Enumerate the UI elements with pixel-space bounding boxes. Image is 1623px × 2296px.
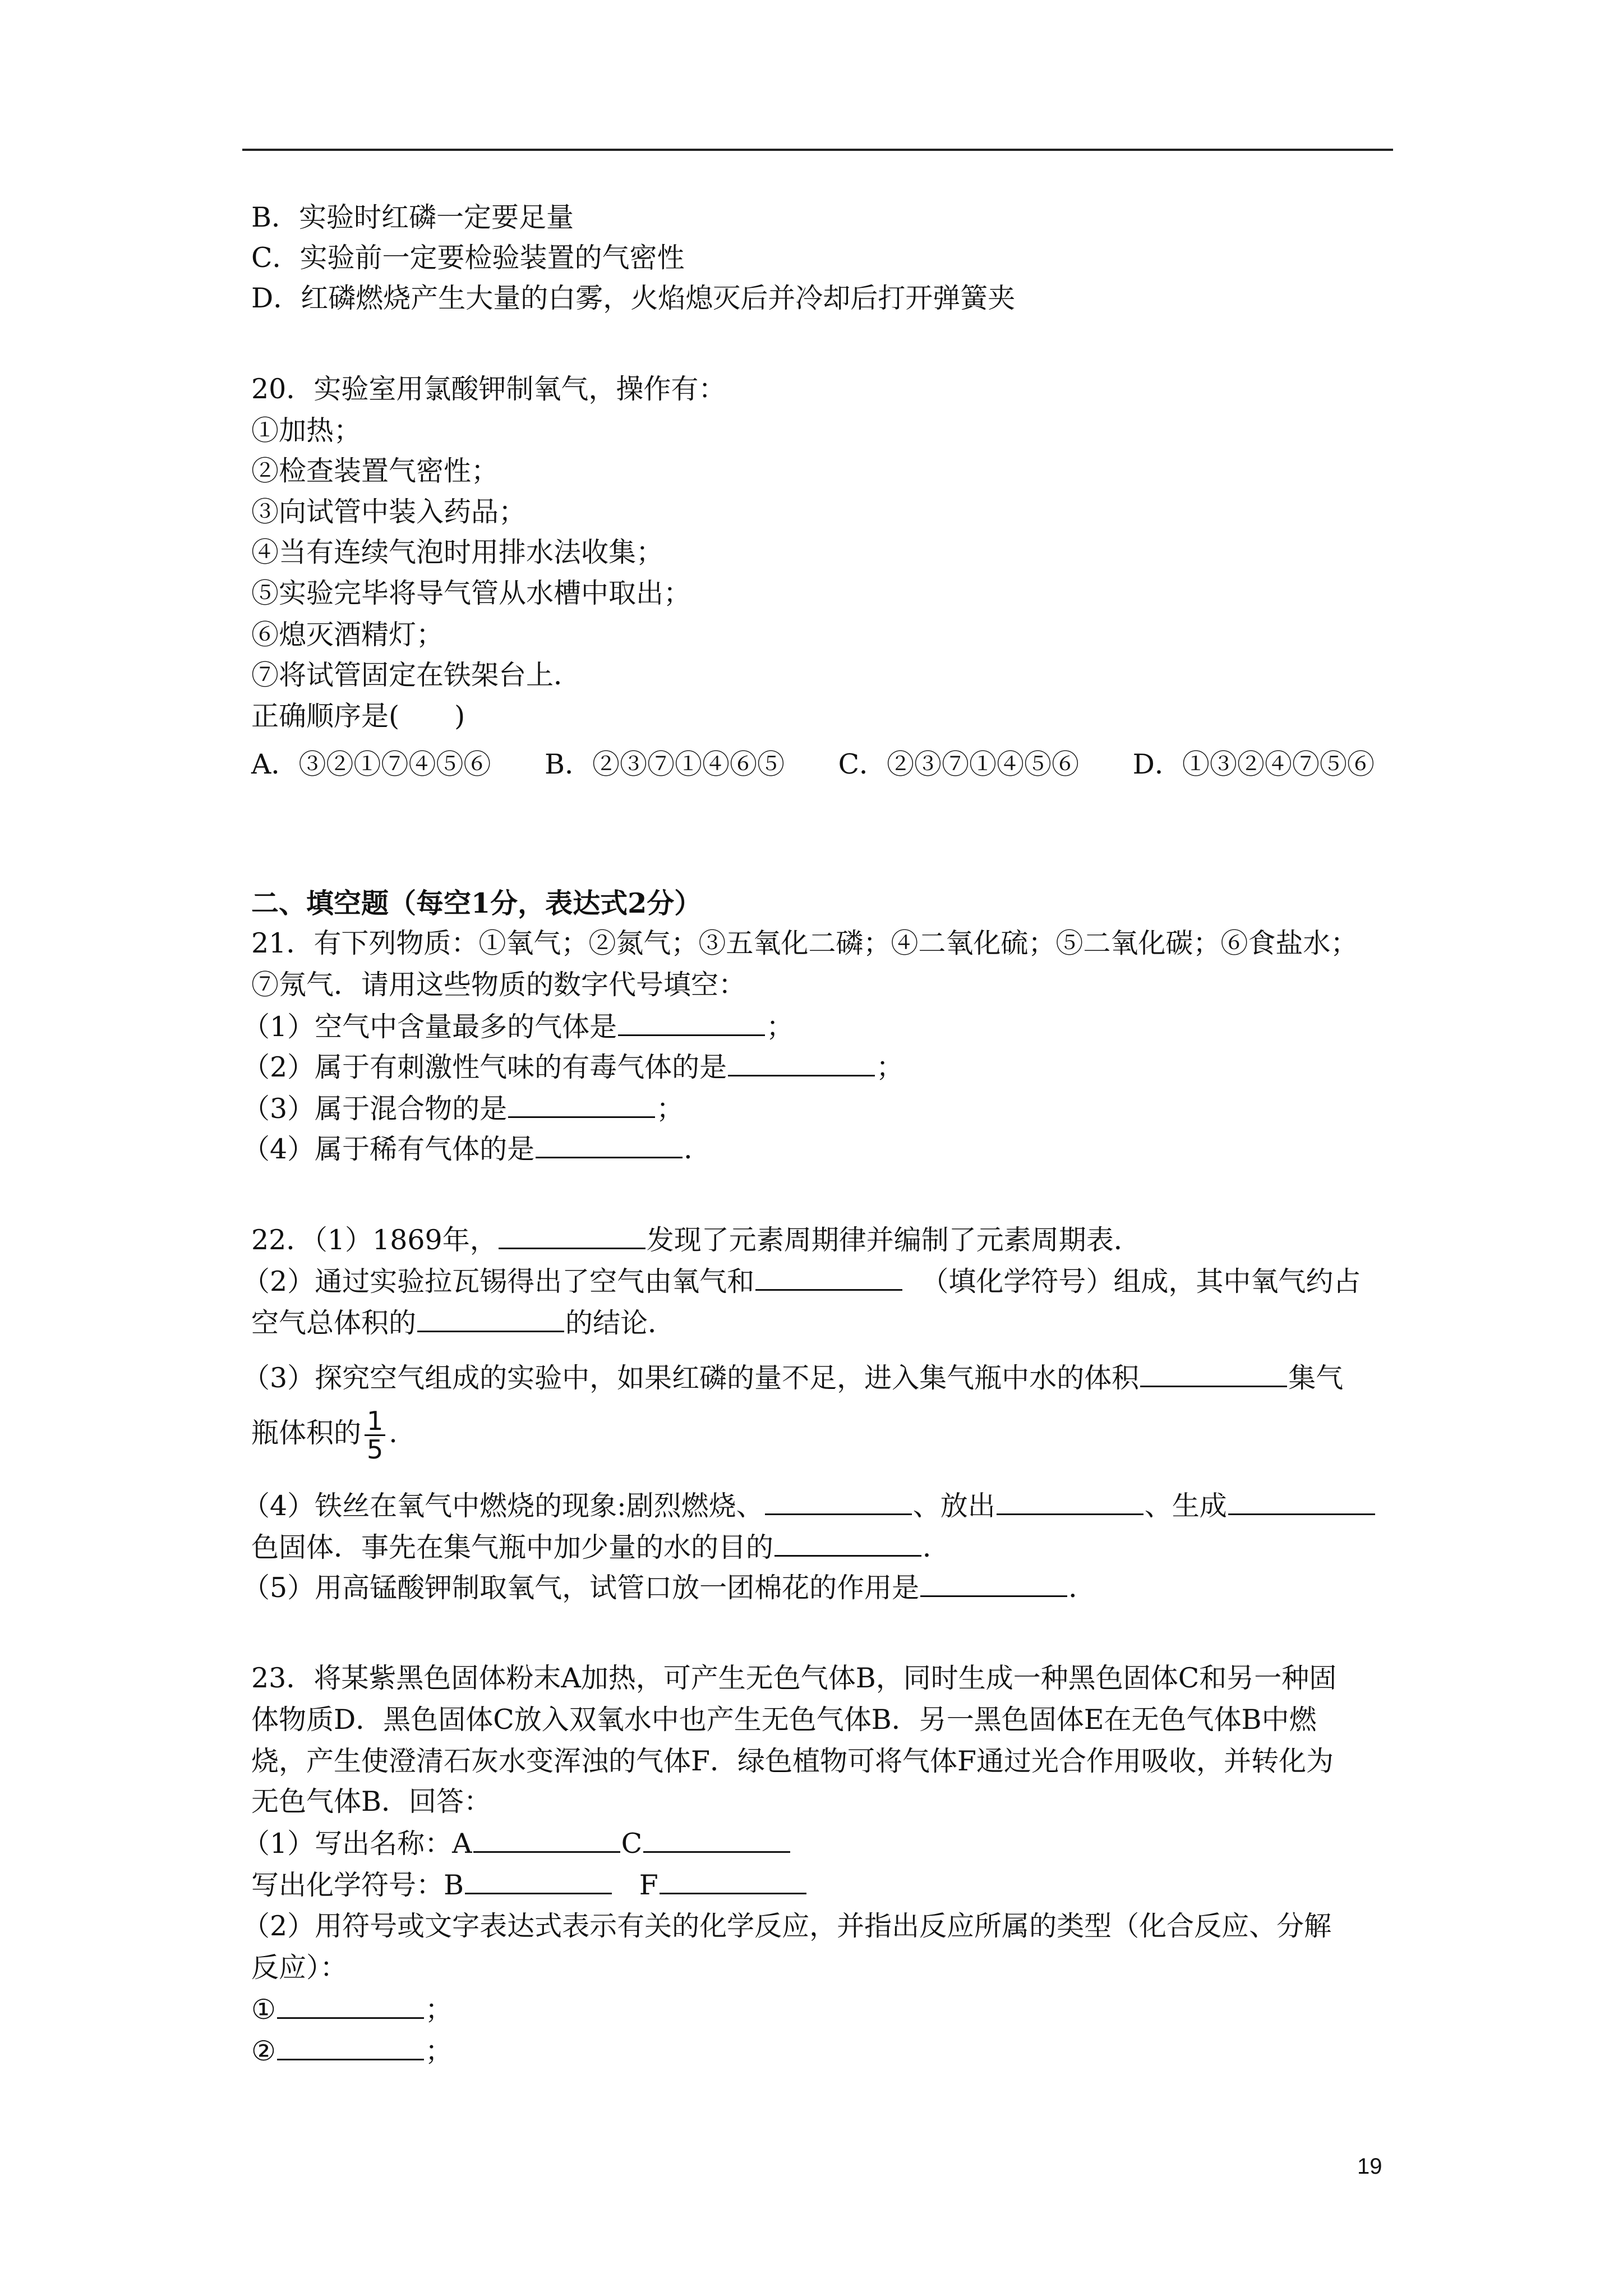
q20-step-4: ④当有连续气泡时用排水法收集； bbox=[251, 536, 664, 568]
q22-line-3 bbox=[251, 1306, 675, 1340]
q20-stem: 20．实验室用氯酸钾制氧气，操作有： bbox=[251, 373, 726, 405]
answer-blank[interactable] bbox=[997, 1489, 1144, 1515]
q20-option-b: B．②③⑦①④⑥⑤ bbox=[544, 748, 785, 780]
q23-line-2: 体物质D．黑色固体C放入双氧水中也产生无色气体B．另一黑色固体E在无色气体B中燃 bbox=[251, 1704, 1317, 1736]
answer-blank[interactable] bbox=[499, 1223, 645, 1249]
q22-line-4 bbox=[242, 1361, 1343, 1395]
answer-blank[interactable] bbox=[643, 1826, 790, 1853]
q22-text: （4）铁丝在氧气中燃烧的现象:剧烈燃烧、 bbox=[242, 1490, 764, 1522]
q21-part-3 bbox=[242, 1092, 684, 1126]
q23-line-3: 烧，产生使澄清石灰水变浑浊的气体F．绿色植物可将气体F通过光合作用吸收，并转化为 bbox=[251, 1745, 1334, 1777]
q22-text: （5）用高锰酸钾制取氧气，试管口放一团棉花的作用是 bbox=[242, 1572, 920, 1604]
header-rule bbox=[242, 149, 1393, 151]
page-number: 19 bbox=[1357, 2154, 1382, 2179]
q23-text: ① bbox=[251, 1994, 276, 2026]
answer-blank[interactable] bbox=[765, 1489, 912, 1515]
q22-line-5 bbox=[251, 1402, 398, 1464]
q23-reaction-1 bbox=[251, 1993, 453, 2027]
q21-part-4 bbox=[242, 1132, 711, 1166]
q22-text: （3）探究空气组成的实验中，如果红磷的量不足，进入集气瓶中水的体积 bbox=[242, 1362, 1140, 1394]
q22-line-1 bbox=[251, 1223, 1141, 1257]
q21-part-2 bbox=[242, 1050, 903, 1084]
answer-blank[interactable] bbox=[755, 1264, 902, 1291]
q20-step-2: ②检查装置气密性； bbox=[251, 455, 499, 487]
answer-blank[interactable] bbox=[277, 2034, 424, 2060]
answer-blank[interactable] bbox=[618, 1010, 765, 1036]
punct: ； bbox=[425, 2035, 453, 2067]
answer-blank[interactable] bbox=[277, 1993, 424, 2019]
q22-text: 瓶体积的 bbox=[251, 1417, 362, 1449]
q20-step-5: ⑤实验完毕将导气管从水槽中取出； bbox=[251, 577, 691, 609]
q23-text: ② bbox=[251, 2035, 276, 2067]
q20-step-1: ①加热； bbox=[251, 415, 362, 447]
answer-blank[interactable] bbox=[508, 1092, 655, 1118]
q23-text: C bbox=[621, 1828, 643, 1860]
q21-stem-2: ⑦氖气．请用这些物质的数字代号填空： bbox=[251, 969, 746, 1001]
fraction-numerator: 1 bbox=[365, 1407, 385, 1436]
q22-text: . bbox=[389, 1417, 398, 1449]
q21-stem-1: 21．有下列物质：①氧气；②氮气；③五氧化二磷；④二氧化硫；⑤二氧化碳；⑥食盐水； bbox=[251, 927, 1358, 959]
q22-text: 发现了元素周期律并编制了元素周期表． bbox=[646, 1224, 1141, 1256]
q20-step-7: ⑦将试管固定在铁架台上． bbox=[251, 659, 582, 691]
punct: ； bbox=[766, 1011, 794, 1043]
q23-text: 写出化学符号：B bbox=[251, 1869, 464, 1901]
q23-names bbox=[242, 1826, 791, 1861]
q22-line-2 bbox=[242, 1264, 1361, 1299]
q22-text: （2）通过实验拉瓦锡得出了空气由氧气和 bbox=[242, 1266, 755, 1297]
q22-text: 集气 bbox=[1288, 1362, 1344, 1394]
q21-part-3-text: （3）属于混合物的是 bbox=[242, 1093, 508, 1125]
answer-blank[interactable] bbox=[920, 1571, 1067, 1597]
q22-text: 空气总体积的 bbox=[251, 1307, 417, 1339]
q20-step-6: ⑥熄灭酒精灯； bbox=[251, 619, 444, 651]
q23-text: （1）写出名称：A bbox=[242, 1828, 472, 1860]
fraction-denominator: 5 bbox=[367, 1434, 384, 1465]
q22-text: ． bbox=[923, 1531, 951, 1563]
q23-line-4: 无色气体B．回答： bbox=[251, 1786, 492, 1818]
answer-blank[interactable] bbox=[465, 1868, 612, 1894]
q23-symbols bbox=[251, 1868, 808, 1902]
punct: ． bbox=[684, 1133, 712, 1165]
q22-text: 的结论． bbox=[565, 1307, 676, 1339]
answer-blank[interactable] bbox=[774, 1530, 921, 1557]
q20-option-d: D．①③②④⑦⑤⑥ bbox=[1132, 748, 1375, 780]
q20-step-3: ③向试管中装入药品； bbox=[251, 496, 527, 528]
answer-blank[interactable] bbox=[417, 1306, 564, 1332]
answer-blank[interactable] bbox=[660, 1868, 806, 1894]
q22-line-6 bbox=[242, 1489, 1376, 1523]
answer-blank[interactable] bbox=[473, 1826, 620, 1853]
q22-text: 色固体．事先在集气瓶中加少量的水的目的 bbox=[251, 1531, 774, 1563]
q22-line-8 bbox=[242, 1571, 1096, 1605]
q21-part-1 bbox=[242, 1010, 794, 1044]
q22-text: ． bbox=[1068, 1572, 1096, 1604]
q19-option-d: D．红磷燃烧产生大量的白雾，火焰熄灭后并冷却后打开弹簧夹 bbox=[251, 282, 1016, 314]
q22-text: 、放出 bbox=[912, 1490, 995, 1522]
q19-option-b: B．实验时红磷一定要足量 bbox=[251, 201, 574, 233]
q21-part-2-text: （2）属于有刺激性气味的有毒气体的是 bbox=[242, 1051, 727, 1083]
q19-option-c: C．实验前一定要检验装置的气密性 bbox=[251, 242, 685, 274]
q23-line-1: 23．将某紫黑色固体粉末A加热，可产生无色气体B，同时生成一种黑色固体C和另一种固 bbox=[251, 1662, 1337, 1694]
q23-reaction-2 bbox=[251, 2034, 453, 2068]
q22-text: （填化学符号）组成，其中氧气约占 bbox=[921, 1266, 1361, 1297]
q23-text: F bbox=[639, 1869, 658, 1901]
q22-line-7 bbox=[251, 1530, 950, 1565]
q20-options bbox=[251, 748, 1419, 781]
punct: ； bbox=[656, 1093, 684, 1125]
q21-part-1-text: （1）空气中含量最多的气体是 bbox=[242, 1011, 617, 1043]
answer-blank[interactable] bbox=[728, 1050, 875, 1076]
answer-blank[interactable] bbox=[536, 1132, 683, 1158]
q23-line-7: （2）用符号或文字表达式表示有关的化学反应，并指出反应所属的类型（化合反应、分解 bbox=[242, 1910, 1332, 1942]
q21-part-4-text: （4）属于稀有气体的是 bbox=[242, 1133, 535, 1165]
punct: ； bbox=[876, 1051, 904, 1083]
fraction-one-fifth bbox=[365, 1407, 385, 1463]
section-title: 二、填空题（每空1分，表达式2分） bbox=[251, 887, 702, 919]
q20-ask: 正确顺序是( ) bbox=[251, 700, 465, 732]
q20-option-c: C．②③⑦①④⑤⑥ bbox=[838, 748, 1080, 780]
q23-line-8: 反应）： bbox=[251, 1952, 348, 1984]
q22-text: 22．（1）1869年， bbox=[251, 1224, 497, 1256]
answer-blank[interactable] bbox=[1228, 1489, 1375, 1515]
q20-option-a: A．③②①⑦④⑤⑥ bbox=[251, 748, 491, 780]
q22-text: 、生成 bbox=[1144, 1490, 1227, 1522]
punct: ； bbox=[425, 1994, 453, 2026]
answer-blank[interactable] bbox=[1140, 1361, 1287, 1387]
